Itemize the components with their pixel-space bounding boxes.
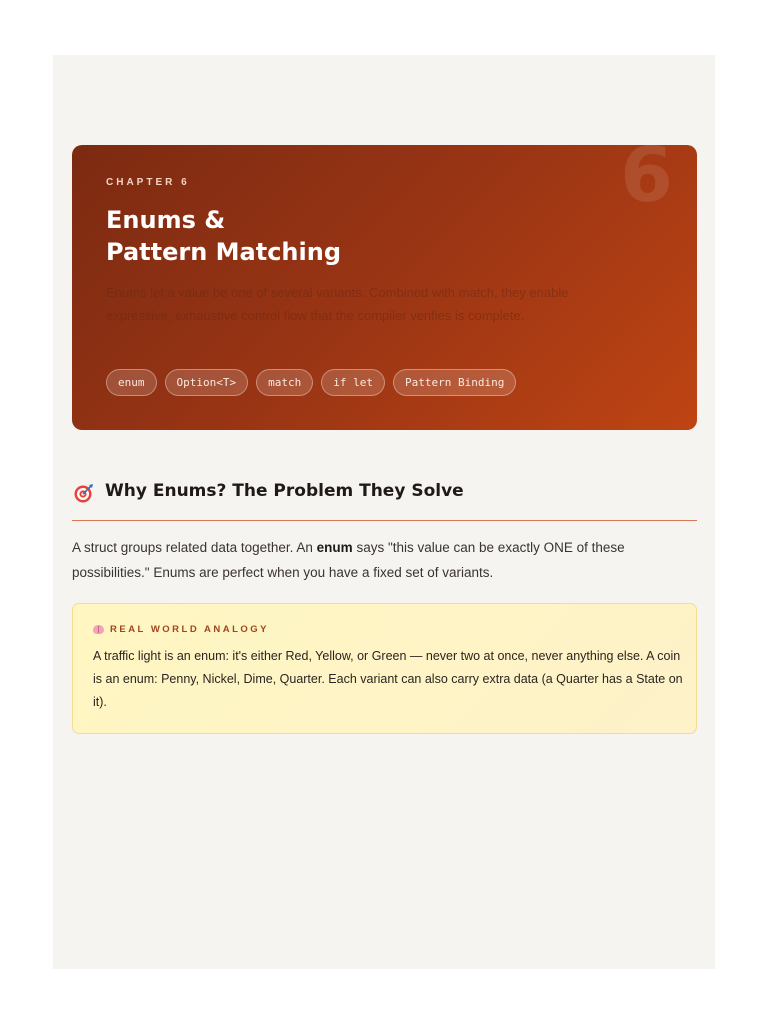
intro-text-after: says "this value can be exactly ONE of these possibilities." Enums are perfect when you have a fixed set of variants. [72, 540, 625, 580]
analogy-callout [72, 603, 697, 734]
intro-text-before: A struct groups related data together. An [72, 540, 317, 555]
chapter-title [106, 204, 506, 268]
tag-option: Option<T> [165, 369, 249, 396]
chapter-title-line-2: Pattern Matching [106, 238, 341, 266]
chapter-page [53, 55, 715, 969]
tag-if-let: if let [321, 369, 385, 396]
section-heading [72, 480, 697, 521]
tag-pattern-binding: Pattern Binding [393, 369, 516, 396]
intro-keyword: enum [316, 540, 353, 555]
tag-match: match [256, 369, 313, 396]
callout-text: A traffic light is an enum: it's either Red, Yellow, or Green — never two at once, never anything else. A coin is an enum: Penny, Nickel, Dime, Quarter. Each variant can also carry extra data (a Quarter has a State on it). [93, 649, 683, 709]
section-title: Why Enums? The Problem They Solve [105, 481, 464, 501]
chapter-hero [72, 145, 697, 430]
intro-paragraph [72, 535, 682, 585]
chapter-kicker: CHAPTER 6 [106, 177, 190, 188]
tag-enum: enum [106, 369, 157, 396]
chapter-title-line-1: Enums & [106, 206, 226, 234]
target-icon [74, 483, 94, 503]
brain-icon [93, 625, 104, 634]
callout-kicker-label: REAL WORLD ANALOGY [110, 624, 269, 635]
callout-kicker [93, 624, 269, 635]
topic-tags [106, 369, 516, 396]
chapter-number-watermark: 6 [620, 145, 673, 219]
chapter-description: Enums let a value be one of several variants. Combined with match, they enable expressive, exhaustive control flow that the compiler verifies is complete. [106, 285, 569, 323]
